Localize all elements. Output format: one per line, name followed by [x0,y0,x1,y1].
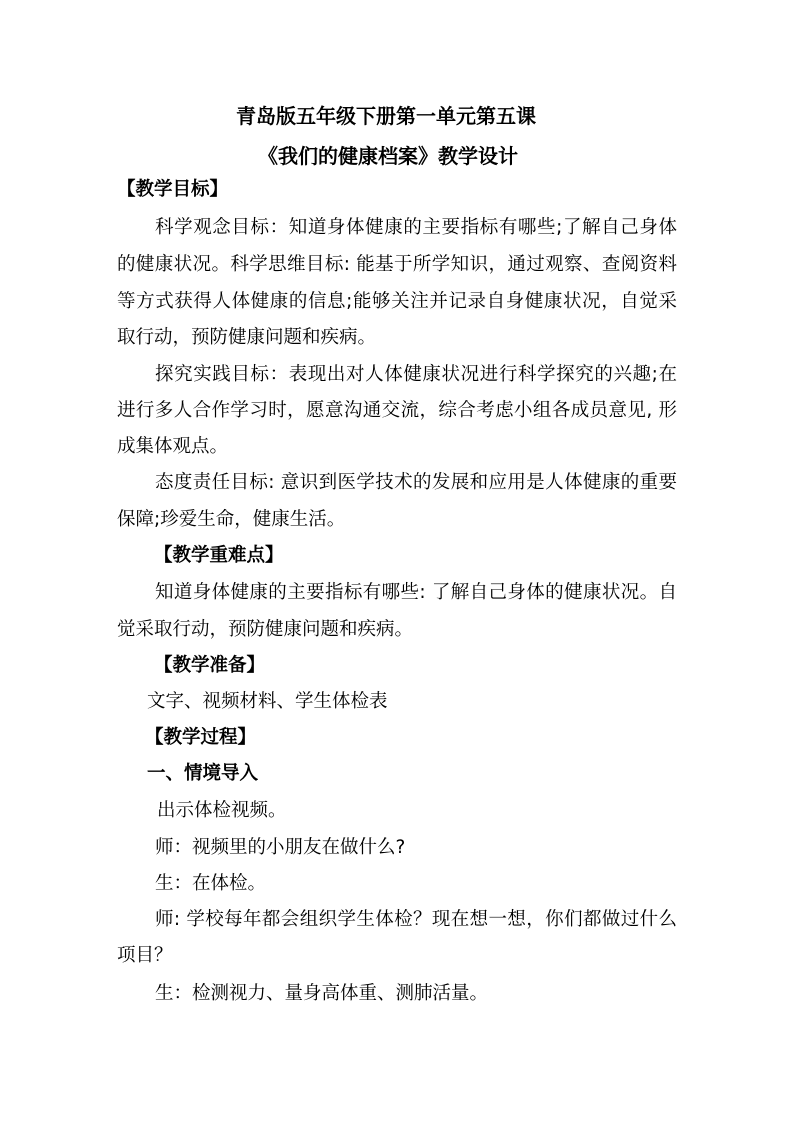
process-p1: 出示体检视频。 [157,800,287,821]
goal2-line3: 成集体观点。 [117,436,229,457]
heading-key-points: 【教学重难点】 [154,545,284,566]
process-p3: 生：在体检。 [155,873,267,894]
doc-title-line1: 青岛版五年级下册第一单元第五课 [236,104,536,128]
process-p2: 师：视频里的小朋友在做什么? [155,837,406,858]
goal3-line2: 保障;珍爱生命，健康生活。 [117,509,346,530]
goal1-line2: 的健康状况。科学思维目标: 能基于所学知识，通过观察、查阅资料 [117,254,677,275]
heading-teaching-process: 【教学过程】 [145,727,257,748]
goal3-line1: 态度责任目标: 意识到医学技术的发展和应用是人体健康的重要 [155,472,677,493]
doc-title-line2: 《我们的健康档案》教学设计 [258,144,518,168]
goal1-line1: 科学观念目标：知道身体健康的主要指标有哪些;了解自己身体 [155,217,677,238]
goal2-line1: 探究实践目标：表现出对人体健康状况进行科学探究的兴趣;在 [155,364,677,385]
heading-teaching-goals: 【教学目标】 [117,179,229,200]
goal1-line3: 等方式获得人体健康的信息;能够关注并记录自身健康状况，自觉采 [117,291,677,312]
heading-preparation: 【教学准备】 [154,655,266,676]
key-line2: 觉采取行动，预防健康问题和疾病。 [117,619,414,640]
section-situation-intro: 一、情境导入 [147,763,259,784]
process-p4-line2: 项目？ [117,945,173,966]
process-p5: 生：检测视力、量身高体重、测肺活量。 [155,983,489,1004]
goal1-line4: 取行动，预防健康问题和疾病。 [117,327,377,348]
goal2-line2: 进行多人合作学习时，愿意沟通交流，综合考虑小组各成员意见, 形 [117,400,677,421]
preparation-text: 文字、视频材料、学生体检表 [147,691,388,712]
key-line1: 知道身体健康的主要指标有哪些: 了解自己身体的健康状况。自 [155,582,677,603]
process-p4-line1: 师: 学校每年都会组织学生体检？现在想一想，你们都做过什么 [155,909,677,930]
